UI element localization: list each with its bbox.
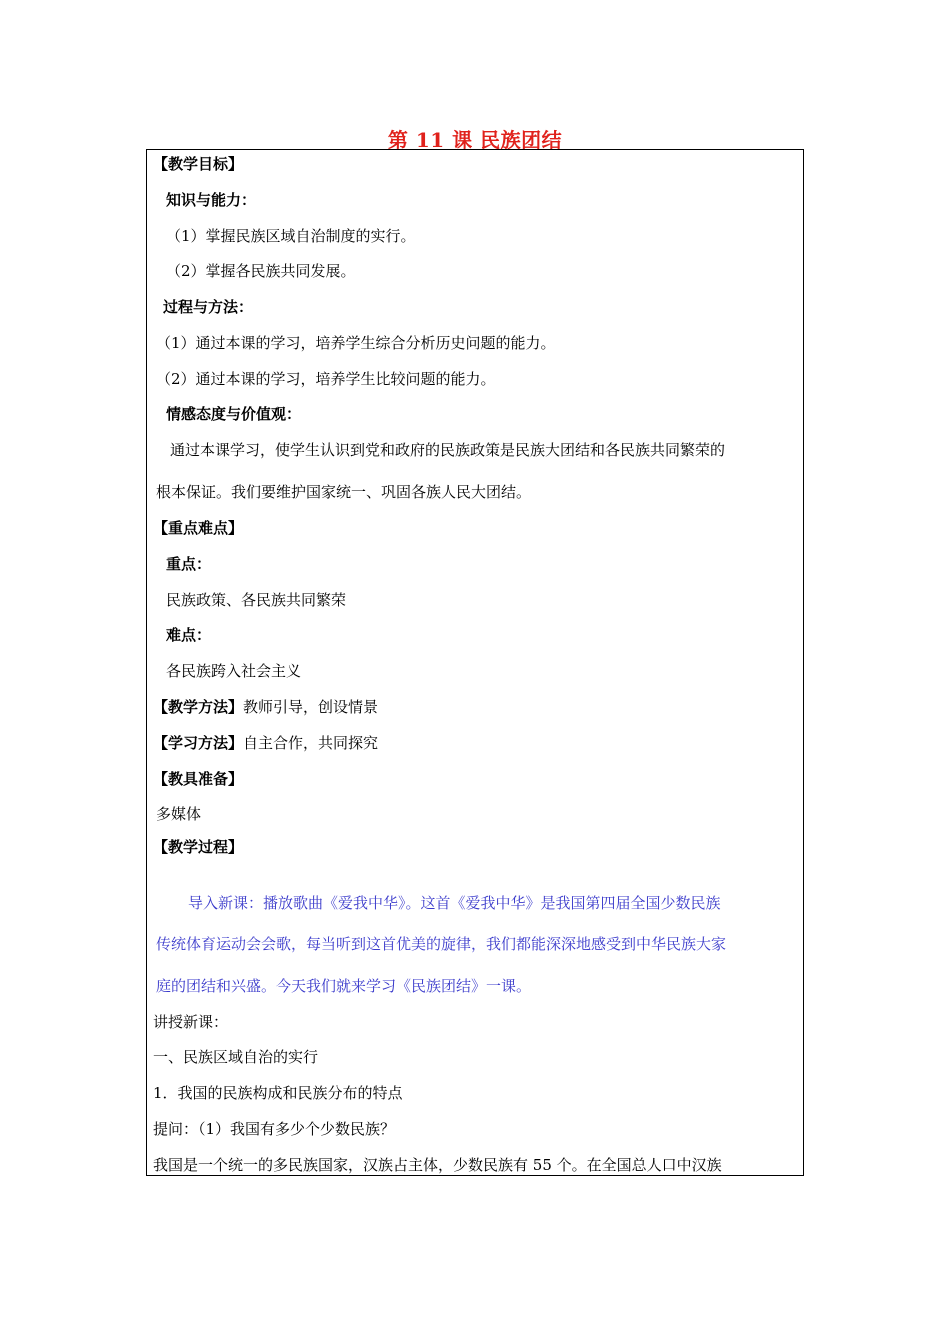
key-points-heading: 【重点难点】 <box>153 519 244 537</box>
intro-line-1: 导入新课：播放歌曲《爱我中华》。这首《爱我中华》是我国第四届全国少数民族 <box>188 894 721 912</box>
question-1: 提问：（1）我国有多少个少数民族？ <box>153 1120 396 1138</box>
process-method-heading: 过程与方法： <box>163 298 254 316</box>
emotion-text-line-2: 根本保证。我们要维护国家统一、巩固各族人民大团结。 <box>156 483 532 501</box>
focus-text: 民族政策、各民族共同繁荣 <box>166 591 347 609</box>
answer-1: 我国是一个统一的多民族国家，汉族占主体，少数民族有 55 个。在全国总人口中汉族 <box>153 1156 722 1174</box>
subsection-1-heading: 1．我国的民族构成和民族分布的特点 <box>153 1084 403 1102</box>
section-1-heading: 一、民族区域自治的实行 <box>153 1048 319 1066</box>
focus-label: 重点： <box>166 555 212 573</box>
teaching-method-row <box>153 697 378 717</box>
objectives-heading: 【教学目标】 <box>153 155 244 173</box>
process-item-2: （2）通过本课的学习，培养学生比较问题的能力。 <box>156 370 496 388</box>
new-lesson-label: 讲授新课： <box>153 1013 229 1031</box>
knowledge-item-1: （1）掌握民族区域自治制度的实行。 <box>166 227 416 245</box>
intro-line-3: 庭的团结和兴盛。今天我们就来学习《民族团结》一课。 <box>156 977 532 995</box>
teaching-method-heading: 【教学方法】 <box>153 698 244 716</box>
teaching-process-heading: 【教学过程】 <box>153 838 244 856</box>
learning-method-row <box>153 733 378 753</box>
page-title: 第 11 课 民族团结 <box>387 128 563 152</box>
intro-line-2: 传统体育运动会会歌，每当听到这首优美的旋律，我们都能深深地感受到中华民族大家 <box>156 935 727 953</box>
emotion-text-line-1: 通过本课学习，使学生认识到党和政府的民族政策是民族大团结和各民族共同繁荣的 <box>170 441 726 459</box>
learning-method-heading: 【学习方法】 <box>153 734 244 752</box>
materials-heading: 【教具准备】 <box>153 770 244 788</box>
process-item-1: （1）通过本课的学习，培养学生综合分析历史问题的能力。 <box>156 334 556 352</box>
difficulty-text: 各民族跨入社会主义 <box>166 662 302 680</box>
difficulty-label: 难点： <box>166 626 212 644</box>
teaching-method-text: 教师引导，创设情景 <box>243 698 379 716</box>
learning-method-text: 自主合作，共同探究 <box>243 734 379 752</box>
knowledge-heading: 知识与能力： <box>166 191 257 209</box>
knowledge-item-2: （2）掌握各民族共同发展。 <box>166 262 356 280</box>
materials-text: 多媒体 <box>156 805 202 823</box>
emotion-heading: 情感态度与价值观： <box>166 405 302 423</box>
